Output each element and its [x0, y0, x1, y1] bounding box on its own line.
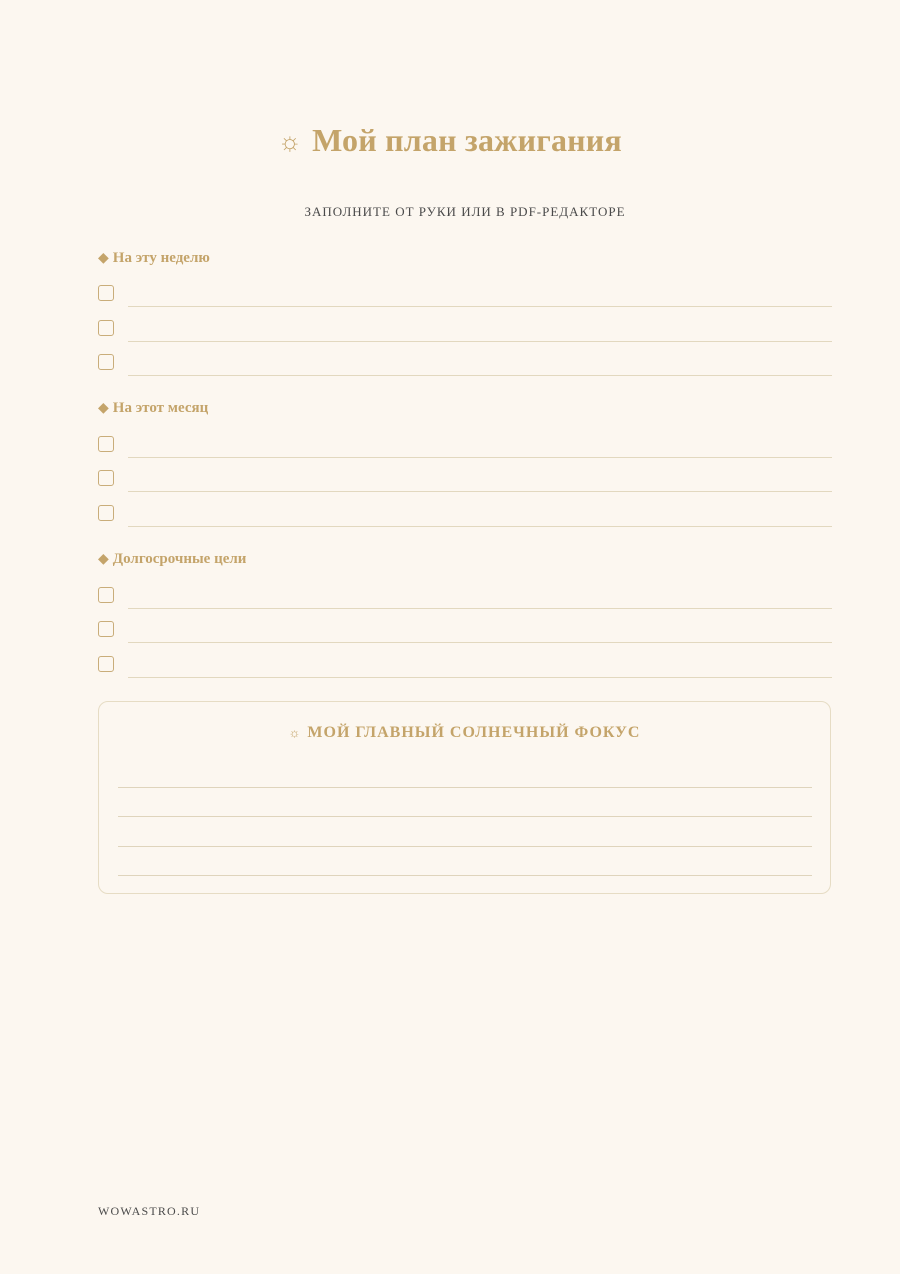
task-row: [98, 470, 832, 494]
section-label: Долгосрочные цели: [112, 551, 247, 567]
focus-write-line[interactable]: [118, 787, 812, 788]
focus-title: [99, 724, 830, 742]
page-title-text: Мой план зажигания: [312, 122, 622, 158]
task-row: [98, 656, 832, 680]
page-title: [0, 122, 900, 159]
footer-site: WOWASTRO.RU: [98, 1204, 201, 1218]
checkbox[interactable]: [98, 656, 114, 672]
focus-title-text: МОЙ ГЛАВНЫЙ СОЛНЕЧНЫЙ ФОКУС: [307, 724, 641, 741]
task-row: [98, 320, 832, 344]
checkbox[interactable]: [98, 354, 114, 370]
diamond-icon: ◆: [98, 552, 109, 567]
sun-icon: ☼: [288, 725, 302, 740]
write-line[interactable]: [128, 341, 832, 342]
task-row: [98, 354, 832, 378]
write-line[interactable]: [128, 491, 832, 492]
diamond-icon: ◆: [98, 251, 109, 266]
focus-box: [98, 701, 831, 894]
section-label: На этот месяц: [112, 400, 209, 416]
focus-write-line[interactable]: [118, 816, 812, 817]
write-line[interactable]: [128, 677, 832, 678]
task-row: [98, 587, 832, 611]
checkbox[interactable]: [98, 470, 114, 486]
task-row: [98, 505, 832, 529]
checkbox[interactable]: [98, 285, 114, 301]
task-row: [98, 436, 832, 460]
write-line[interactable]: [128, 457, 832, 458]
section-heading-week: [98, 250, 210, 267]
checkbox[interactable]: [98, 505, 114, 521]
write-line[interactable]: [128, 375, 832, 376]
task-row: [98, 621, 832, 645]
checkbox[interactable]: [98, 587, 114, 603]
write-line[interactable]: [128, 306, 832, 307]
write-line[interactable]: [128, 642, 832, 643]
checkbox[interactable]: [98, 320, 114, 336]
page-subtitle: ЗАПОЛНИТЕ ОТ РУКИ ИЛИ В PDF-РЕДАКТОРЕ: [304, 204, 626, 219]
section-label: На эту неделю: [112, 250, 210, 266]
sun-icon: ☼: [278, 127, 303, 156]
write-line[interactable]: [128, 526, 832, 527]
checkbox[interactable]: [98, 621, 114, 637]
section-heading-longterm: [98, 551, 246, 568]
section-heading-month: [98, 400, 208, 417]
diamond-icon: ◆: [98, 401, 109, 416]
task-row: [98, 285, 832, 309]
checkbox[interactable]: [98, 436, 114, 452]
write-line[interactable]: [128, 608, 832, 609]
focus-write-line[interactable]: [118, 846, 812, 847]
focus-write-line[interactable]: [118, 875, 812, 876]
